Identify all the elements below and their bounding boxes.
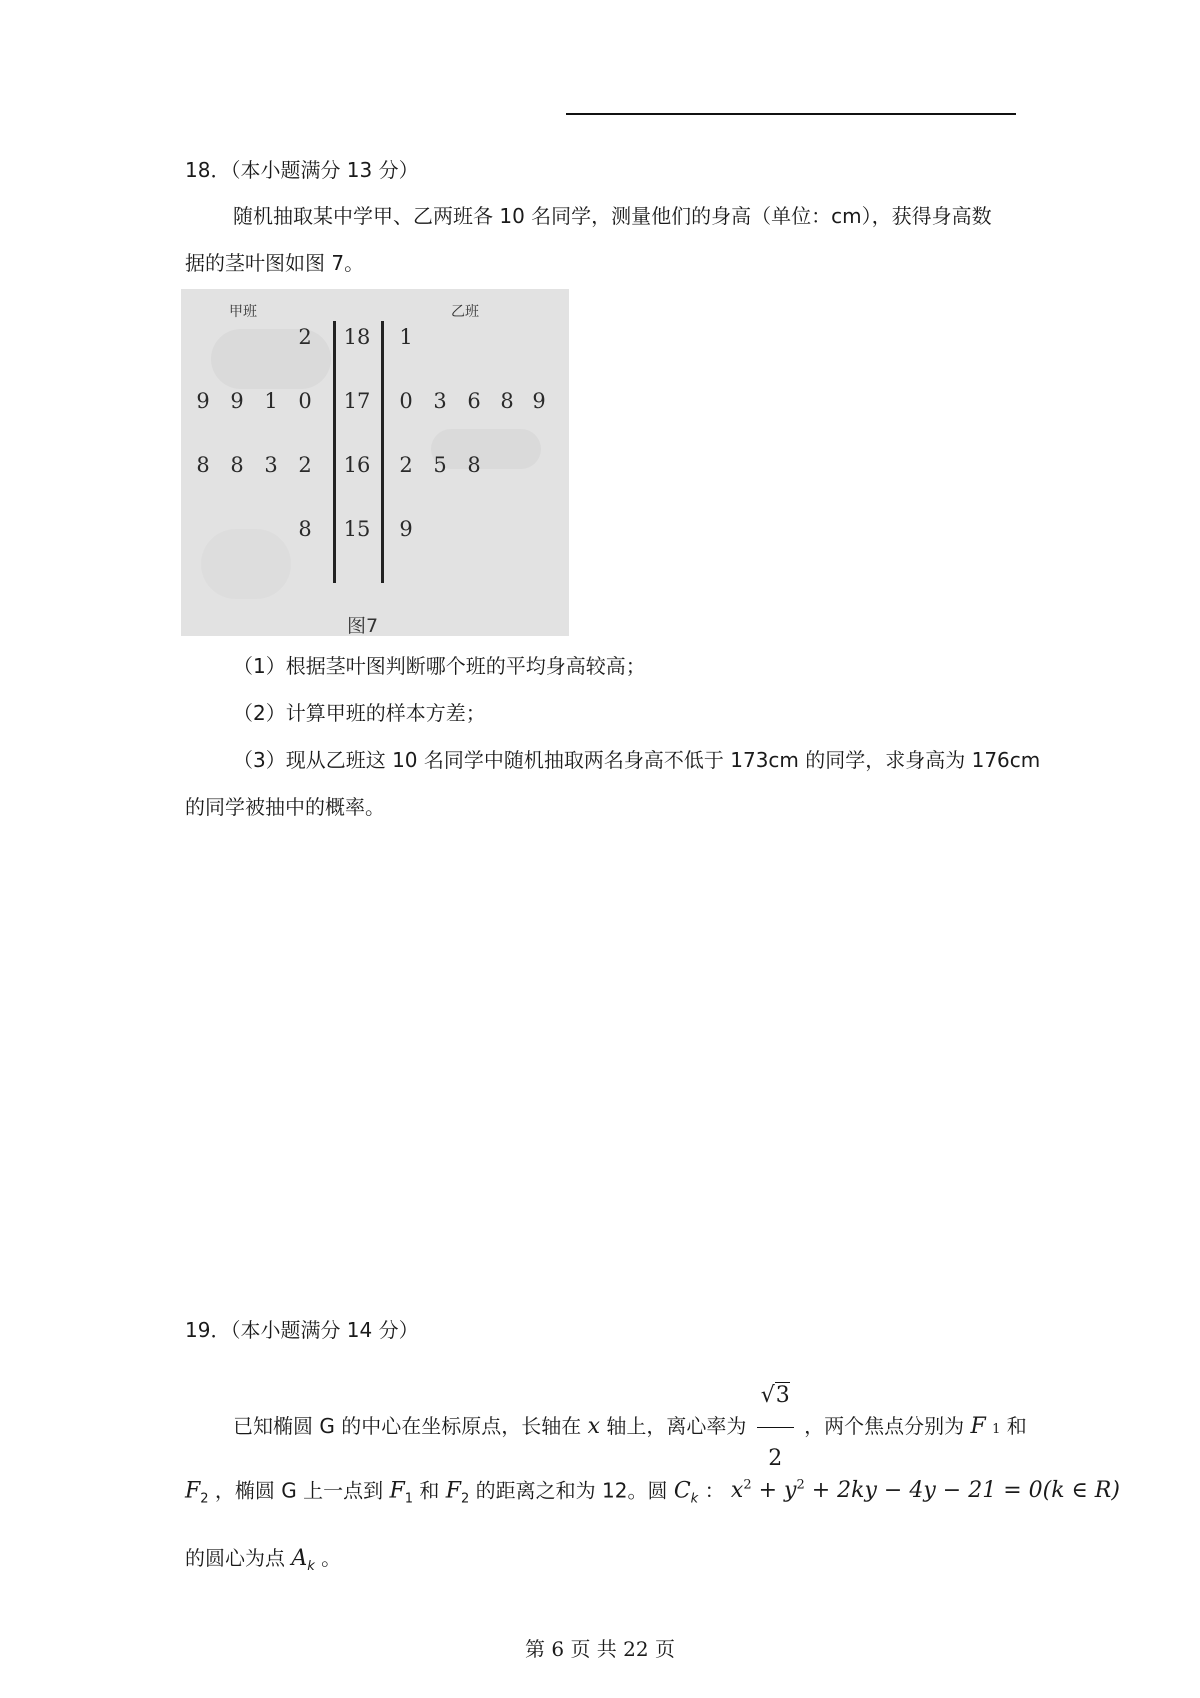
left-leaf: 2 [298,325,312,349]
left-leaf: 9 [230,389,244,413]
circle-equation: $x^2 + y^2 + 2ky - 4y - 21 = 0(k$ ∈ R) [730,1478,1120,1504]
focus-symbol: F [970,1414,986,1439]
focus-subscript: 1 [404,1491,414,1507]
right-leaf: 9 [532,389,546,413]
right-leaf: 8 [467,453,481,477]
left-leaf: 1 [264,389,278,413]
right-leaf: 0 [399,389,413,413]
left-leaf: 8 [230,453,244,477]
right-leaf: 1 [399,325,413,349]
q19-heading: 19．（本小题满分 14 分） [185,1318,419,1342]
q18-part3-line2: 的同学被抽中的概率。 [185,795,385,819]
q19-text: 已知椭圆 G 的中心在坐标原点，长轴在 [233,1414,582,1438]
q19-text: 的圆心为点 [185,1546,285,1570]
stem-value: 16 [343,453,371,477]
stem-value: 17 [343,389,371,413]
figure-left-header: 甲班 [229,304,257,320]
left-leaf: 3 [264,453,278,477]
right-leaf: 6 [467,389,481,413]
stem-row [181,389,569,419]
q18-part3-line1: （3）现从乙班这 10 名同学中随机抽取两名身高不低于 173cm 的同学，求身高为 176cm [233,748,1041,772]
q19-line1 [233,1368,1027,1471]
q19-line3 [185,1540,341,1576]
stem-value: 18 [343,325,371,349]
eccentricity-fraction: $\frac{√3}{2}$ [757,1368,794,1487]
left-leaf: 9 [196,389,210,413]
q18-part2: （2）计算甲班的样本方差； [233,701,486,725]
right-leaf: 9 [399,517,413,541]
sqrt-radicand: 3 [775,1383,790,1408]
q18-heading: 18．（本小题满分 13 分） [185,158,419,182]
figure-right-header: 乙班 [451,304,479,320]
center-point-symbol: A [291,1546,308,1571]
stem-row [181,517,569,547]
stem-value: 15 [343,517,371,541]
left-leaf: 2 [298,453,312,477]
figure-caption: 图7 [347,615,379,636]
q19-line2 [185,1468,1120,1507]
q19-text: 轴上，离心率为 [606,1414,747,1438]
circle-subscript: k [690,1491,699,1507]
q18-intro-line2: 据的茎叶图如图 7。 [185,251,365,275]
left-leaf: 8 [196,453,210,477]
center-point-subscript: k [307,1559,315,1574]
stem-leaf-figure [181,289,569,636]
q19-text: 和 [419,1478,440,1503]
page-footer: 第 6 页 共 22 页 [525,1637,675,1661]
right-leaf: 3 [433,389,447,413]
q19-text: 和 [1006,1414,1027,1438]
fraction-denominator: 2 [768,1446,783,1471]
stem-row [181,325,569,355]
q19-text: ，两个焦点分别为 [804,1414,965,1438]
right-leaf: 2 [399,453,413,477]
left-leaf: 8 [298,517,312,541]
q18-part1: （1）根据茎叶图判断哪个班的平均身高较高； [233,654,646,678]
focus-subscript: 2 [200,1491,209,1507]
q19-colon: ： [704,1478,725,1503]
q19-var-x: x [587,1414,600,1439]
stem-row [181,453,569,483]
left-leaf: 0 [298,389,312,413]
right-leaf: 5 [433,453,447,477]
focus-subscript: 2 [461,1491,470,1507]
focus-symbol: F [445,1478,462,1504]
q19-text: ，椭圆 G 上一点到 [214,1478,384,1503]
q18-intro-line1: 随机抽取某中学甲、乙两班各 10 名同学，测量他们的身高（单位：cm），获得身高数 [233,204,992,228]
circle-symbol: C [673,1478,691,1504]
right-leaf: 8 [500,389,514,413]
focus-symbol: F [389,1478,405,1504]
q19-text: 。 [321,1546,342,1570]
header-rule [566,113,1016,115]
focus-symbol: F [185,1478,201,1504]
focus-subscript: 1 [992,1422,1001,1437]
q19-text: 的距离之和为 12。圆 [475,1478,668,1503]
